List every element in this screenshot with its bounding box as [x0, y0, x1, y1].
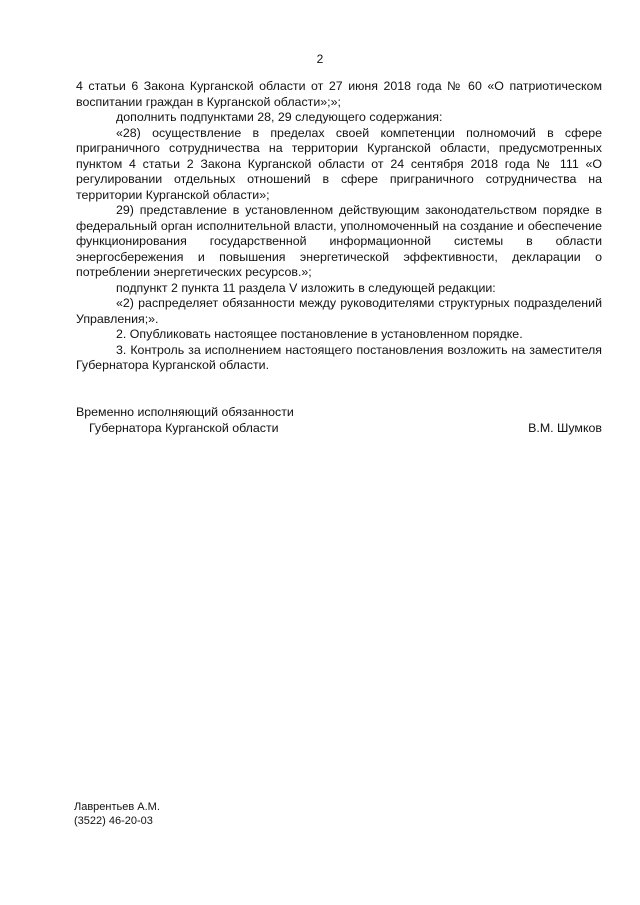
- signatory-name: В.М. Шумков: [528, 420, 602, 435]
- paragraph-amendment-2: подпункт 2 пункта 11 раздела V изложить в следующей редакции:: [116, 280, 496, 295]
- paragraph-amendment-intro: дополнить подпунктами 28, 29 следующего содержания:: [116, 110, 443, 124]
- paragraph-subpoint-29: 29) представление в установленном действующим законодательством порядке в федеральный орган исполнительной власти, уполномоченный на создание и обеспечение функционирования государственной информационной системы в области энергосбережения и повышения энергетической эффективности, декларации о потреблении энергетических ресурсов.»;: [76, 203, 602, 279]
- executor-name: Лаврентьев А.М.: [74, 801, 160, 813]
- document-body: [76, 79, 602, 374]
- executor-phone: (3522) 46-20-03: [74, 815, 153, 827]
- paragraph-subpoint-2: «2) распределяет обязанности между руководителями структурных подразделений Управления;».: [76, 296, 602, 326]
- page-number: 2: [316, 52, 324, 66]
- executor-footer: [74, 800, 160, 828]
- paragraph-continuation: 4 статьи 6 Закона Курганской области от 27 июня 2018 года № 60 «О патриотическом воспитании граждан в Курганской области»;»;: [76, 79, 602, 109]
- signatory-role-line-1: Временно исполняющий обязанности: [76, 405, 294, 419]
- signatory-role-line-2: Губернатора Курганской области: [89, 420, 279, 435]
- paragraph-item-2: 2. Опубликовать настоящее постановление в установленном порядке.: [116, 327, 523, 341]
- signature-block: [76, 405, 602, 436]
- paragraph-item-3: 3. Контроль за исполнением настоящего постановления возложить на заместителя Губернатора Курганской области.: [76, 342, 602, 372]
- paragraph-subpoint-28: «28) осуществление в пределах своей компетенции полномочий в сфере приграничного сотрудничества на территории Курганской области, предусмотренных пунктом 4 статьи 2 Закона Курганской области от 24 сентября 2018 года № 111 «О регулировании отдельных отношений в сфере приграничного сотрудничества на территории Курганской области»;: [76, 125, 602, 202]
